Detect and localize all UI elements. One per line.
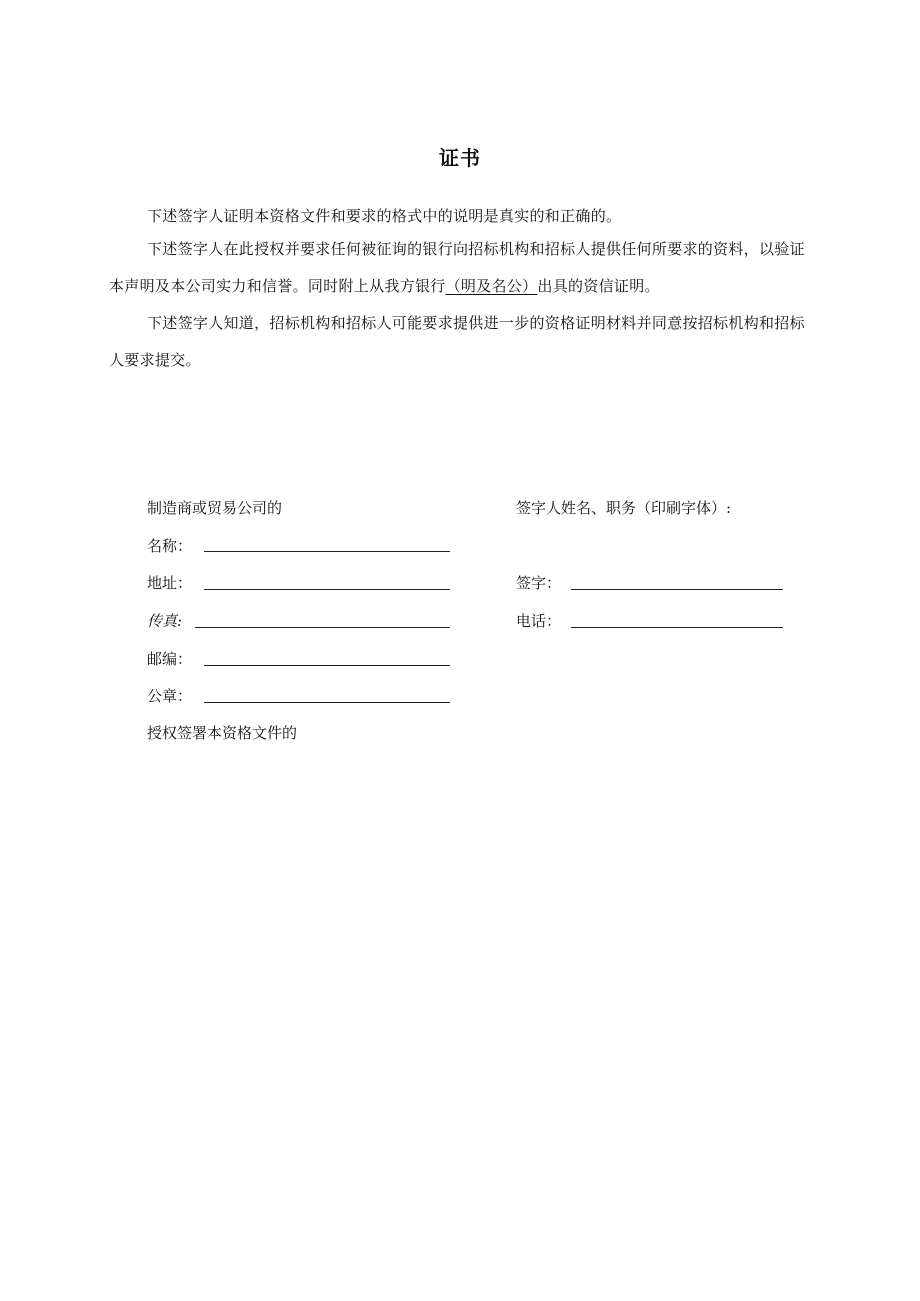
name-label: 名称： [147, 537, 193, 555]
paragraph-2 [109, 231, 809, 305]
signature-field-line[interactable] [571, 589, 783, 590]
seal-label: 公章： [147, 687, 193, 705]
fax-field-line[interactable] [195, 627, 450, 628]
signer-name-title-heading: 签字人姓名、职务（印刷字体）: [516, 499, 732, 517]
phone-field-line[interactable] [571, 627, 783, 628]
fax-label: 传真: [147, 612, 183, 630]
signature-label: 签字： [516, 574, 562, 592]
paragraph-1: 下述签字人证明本资格文件和要求的格式中的说明是真实的和正确的。 [147, 207, 622, 225]
bank-name-blank: （明及名公） [445, 277, 538, 295]
company-heading: 制造商或贸易公司的 [147, 499, 283, 517]
phone-label: 电话： [516, 612, 562, 630]
postcode-field-line[interactable] [204, 665, 450, 666]
address-label: 地址： [147, 574, 193, 592]
page-title: 证书 [439, 146, 481, 170]
authorized-signer-text: 授权签署本资格文件的 [147, 724, 298, 742]
paragraph-2-tail: 出具的资信证明。 [537, 277, 660, 295]
paragraph-2-text: 下述签字人在此授权并要求任何被征询的银行向招标机构和招标人提供任何所要求的资料，以验证本声明及本公司实力和信誉。同时附上从我方银行 [109, 240, 805, 295]
address-field-line[interactable] [204, 589, 450, 590]
paragraph-3: 下述签字人知道，招标机构和招标人可能要求提供进一步的资格证明材料并同意按招标机构和招标人要求提交。 [109, 314, 805, 369]
seal-field-line[interactable] [204, 702, 450, 703]
name-field-line[interactable] [204, 551, 450, 552]
postcode-label: 邮编： [147, 650, 193, 668]
